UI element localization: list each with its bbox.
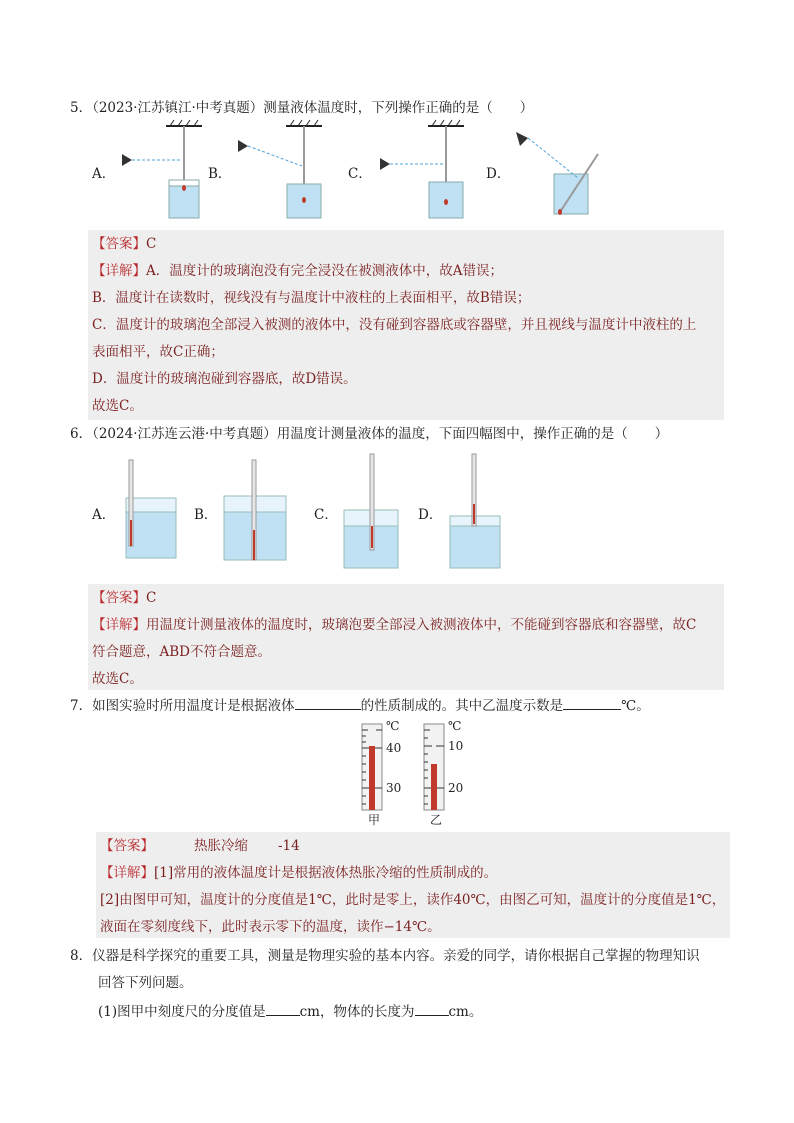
q7-stem-part-2: 的性质制成的。其中乙温度示数是 [360, 698, 564, 714]
q8-sub-1-part-2: cm，物体的长度为 [299, 1004, 415, 1020]
q8-sub-1-part-1: (1)图甲中刻度尺的分度值是 [98, 1004, 266, 1020]
q5-figure-c [380, 120, 464, 218]
q5-answer-box [88, 230, 724, 420]
q6-figure-a [126, 460, 176, 558]
q7-answer-2: -14 [278, 838, 300, 854]
thermo-yi-unit: ℃ [448, 719, 462, 733]
q5-option-a: A． [92, 166, 116, 182]
q6-figure-b [224, 460, 286, 560]
q6-option-a: A． [92, 507, 116, 523]
q8-sub-1-part-3: cm。 [448, 1004, 483, 1020]
thermo-jia-label-bottom: 30 [386, 781, 402, 795]
q5-option-b: B． [208, 166, 232, 182]
q8-stem-line-2: 回答下列问题。 [98, 975, 193, 991]
q5-figures [110, 118, 610, 222]
q6-stem: 6．（2024·江苏连云港·中考真题）用温度计测量液体的温度，下面四幅图中，操作正确的是（ ） [70, 426, 669, 442]
q8-sub-1 [98, 1000, 482, 1020]
q5-option-d: D． [486, 166, 511, 182]
q7-stem [70, 694, 650, 714]
answer-tag: 【答案】 [92, 236, 146, 252]
thermo-jia-name: 甲 [368, 813, 381, 827]
q7-answer-box [96, 832, 730, 938]
q8-blank-1[interactable] [266, 1003, 300, 1016]
q5-option-c: C． [348, 166, 372, 182]
q5-detail-text: A．温度计的玻璃泡没有完全浸没在被测液体中，故A错误； [146, 263, 503, 279]
q6-detail-line-1 [92, 613, 696, 633]
q8-blank-2[interactable] [415, 1003, 449, 1016]
q5-answer: C [146, 236, 157, 252]
q5-figure-b [238, 120, 322, 218]
detail-tag: 【详解】 [92, 617, 146, 633]
q5-detail-line-3: C．温度计的玻璃泡全部浸入被测的液体中，没有碰到容器底或容器壁，并且视线与温度计中液柱的上 [92, 317, 697, 333]
thermometer-yi [424, 719, 463, 827]
q7-thermometers [352, 716, 472, 828]
q6-answer: C [146, 590, 157, 606]
q7-detail-line-3: 液面在零刻度线下，此时表示零下的温度，读作−14℃。 [100, 919, 441, 935]
thermo-jia-unit: ℃ [386, 719, 400, 733]
q5-stem: 5．（2023·江苏镇江·中考真题）测量液体温度时，下列操作正确的是（ ） [70, 100, 534, 116]
answer-tag: 【答案】 [92, 590, 146, 606]
q7-blank-1[interactable] [295, 697, 361, 710]
q7-detail-line-1 [100, 861, 497, 881]
q6-detail-line-3: 故选C。 [92, 671, 143, 687]
thermo-yi-label-top: 10 [448, 739, 464, 753]
thermometer-jia [362, 719, 401, 827]
thermo-jia-label-top: 40 [386, 741, 402, 755]
q5-detail-line-5: D．温度计的玻璃泡碰到容器底，故D错误。 [92, 371, 357, 387]
q8-stem-line-1: 8．仪器是科学探究的重要工具，测量是物理实验的基本内容。亲爱的同学，请你根据自己掌握的物理知识 [70, 948, 700, 964]
q7-detail-text: [1]常用的液体温度计是根据液体热胀冷缩的性质制成的。 [154, 865, 498, 881]
q6-detail-text: 用温度计测量液体的温度时，玻璃泡要全部浸入被测液体中，不能碰到容器底和容器壁，故C [146, 617, 697, 633]
detail-tag: 【详解】 [92, 263, 146, 279]
q6-option-d: D． [418, 507, 443, 523]
q5-figure-a [122, 120, 202, 218]
q7-answer-line [100, 834, 300, 854]
q7-detail-line-2: [2]由图甲可知，温度计的分度值是1℃，此时是零上，读作40℃，由图乙可知，温度计的分度值是1℃， [100, 892, 726, 908]
answer-tag: 【答案】 [100, 838, 154, 854]
q5-figure-d [516, 132, 598, 215]
thermo-yi-name: 乙 [430, 813, 443, 827]
q6-detail-line-2: 符合题意，ABD不符合题意。 [92, 644, 271, 660]
detail-tag: 【详解】 [100, 865, 154, 881]
q6-figure-d [450, 454, 500, 568]
q5-detail-line-1 [92, 259, 503, 279]
q5-detail-line-4: 表面相平，故C正确； [92, 344, 224, 360]
q5-answer-line [92, 232, 156, 252]
q6-figures [118, 450, 518, 576]
q6-figure-c [344, 454, 398, 568]
q6-option-c: C． [314, 507, 338, 523]
q7-stem-part-1: 7．如图实验时所用温度计是根据液体 [70, 698, 295, 714]
thermo-yi-label-bottom: 20 [448, 781, 464, 795]
q6-answer-box [88, 584, 724, 690]
q7-blank-2[interactable] [563, 697, 621, 710]
q7-answer-1: 热胀冷缩 [194, 838, 248, 854]
q6-answer-line [92, 586, 156, 606]
q5-detail-line-6: 故选C。 [92, 398, 143, 414]
q5-detail-line-2: B．温度计在读数时，视线没有与温度计中液柱的上表面相平，故B错误； [92, 290, 531, 306]
q7-stem-part-3: ℃。 [621, 698, 650, 714]
q6-option-b: B． [194, 507, 218, 523]
